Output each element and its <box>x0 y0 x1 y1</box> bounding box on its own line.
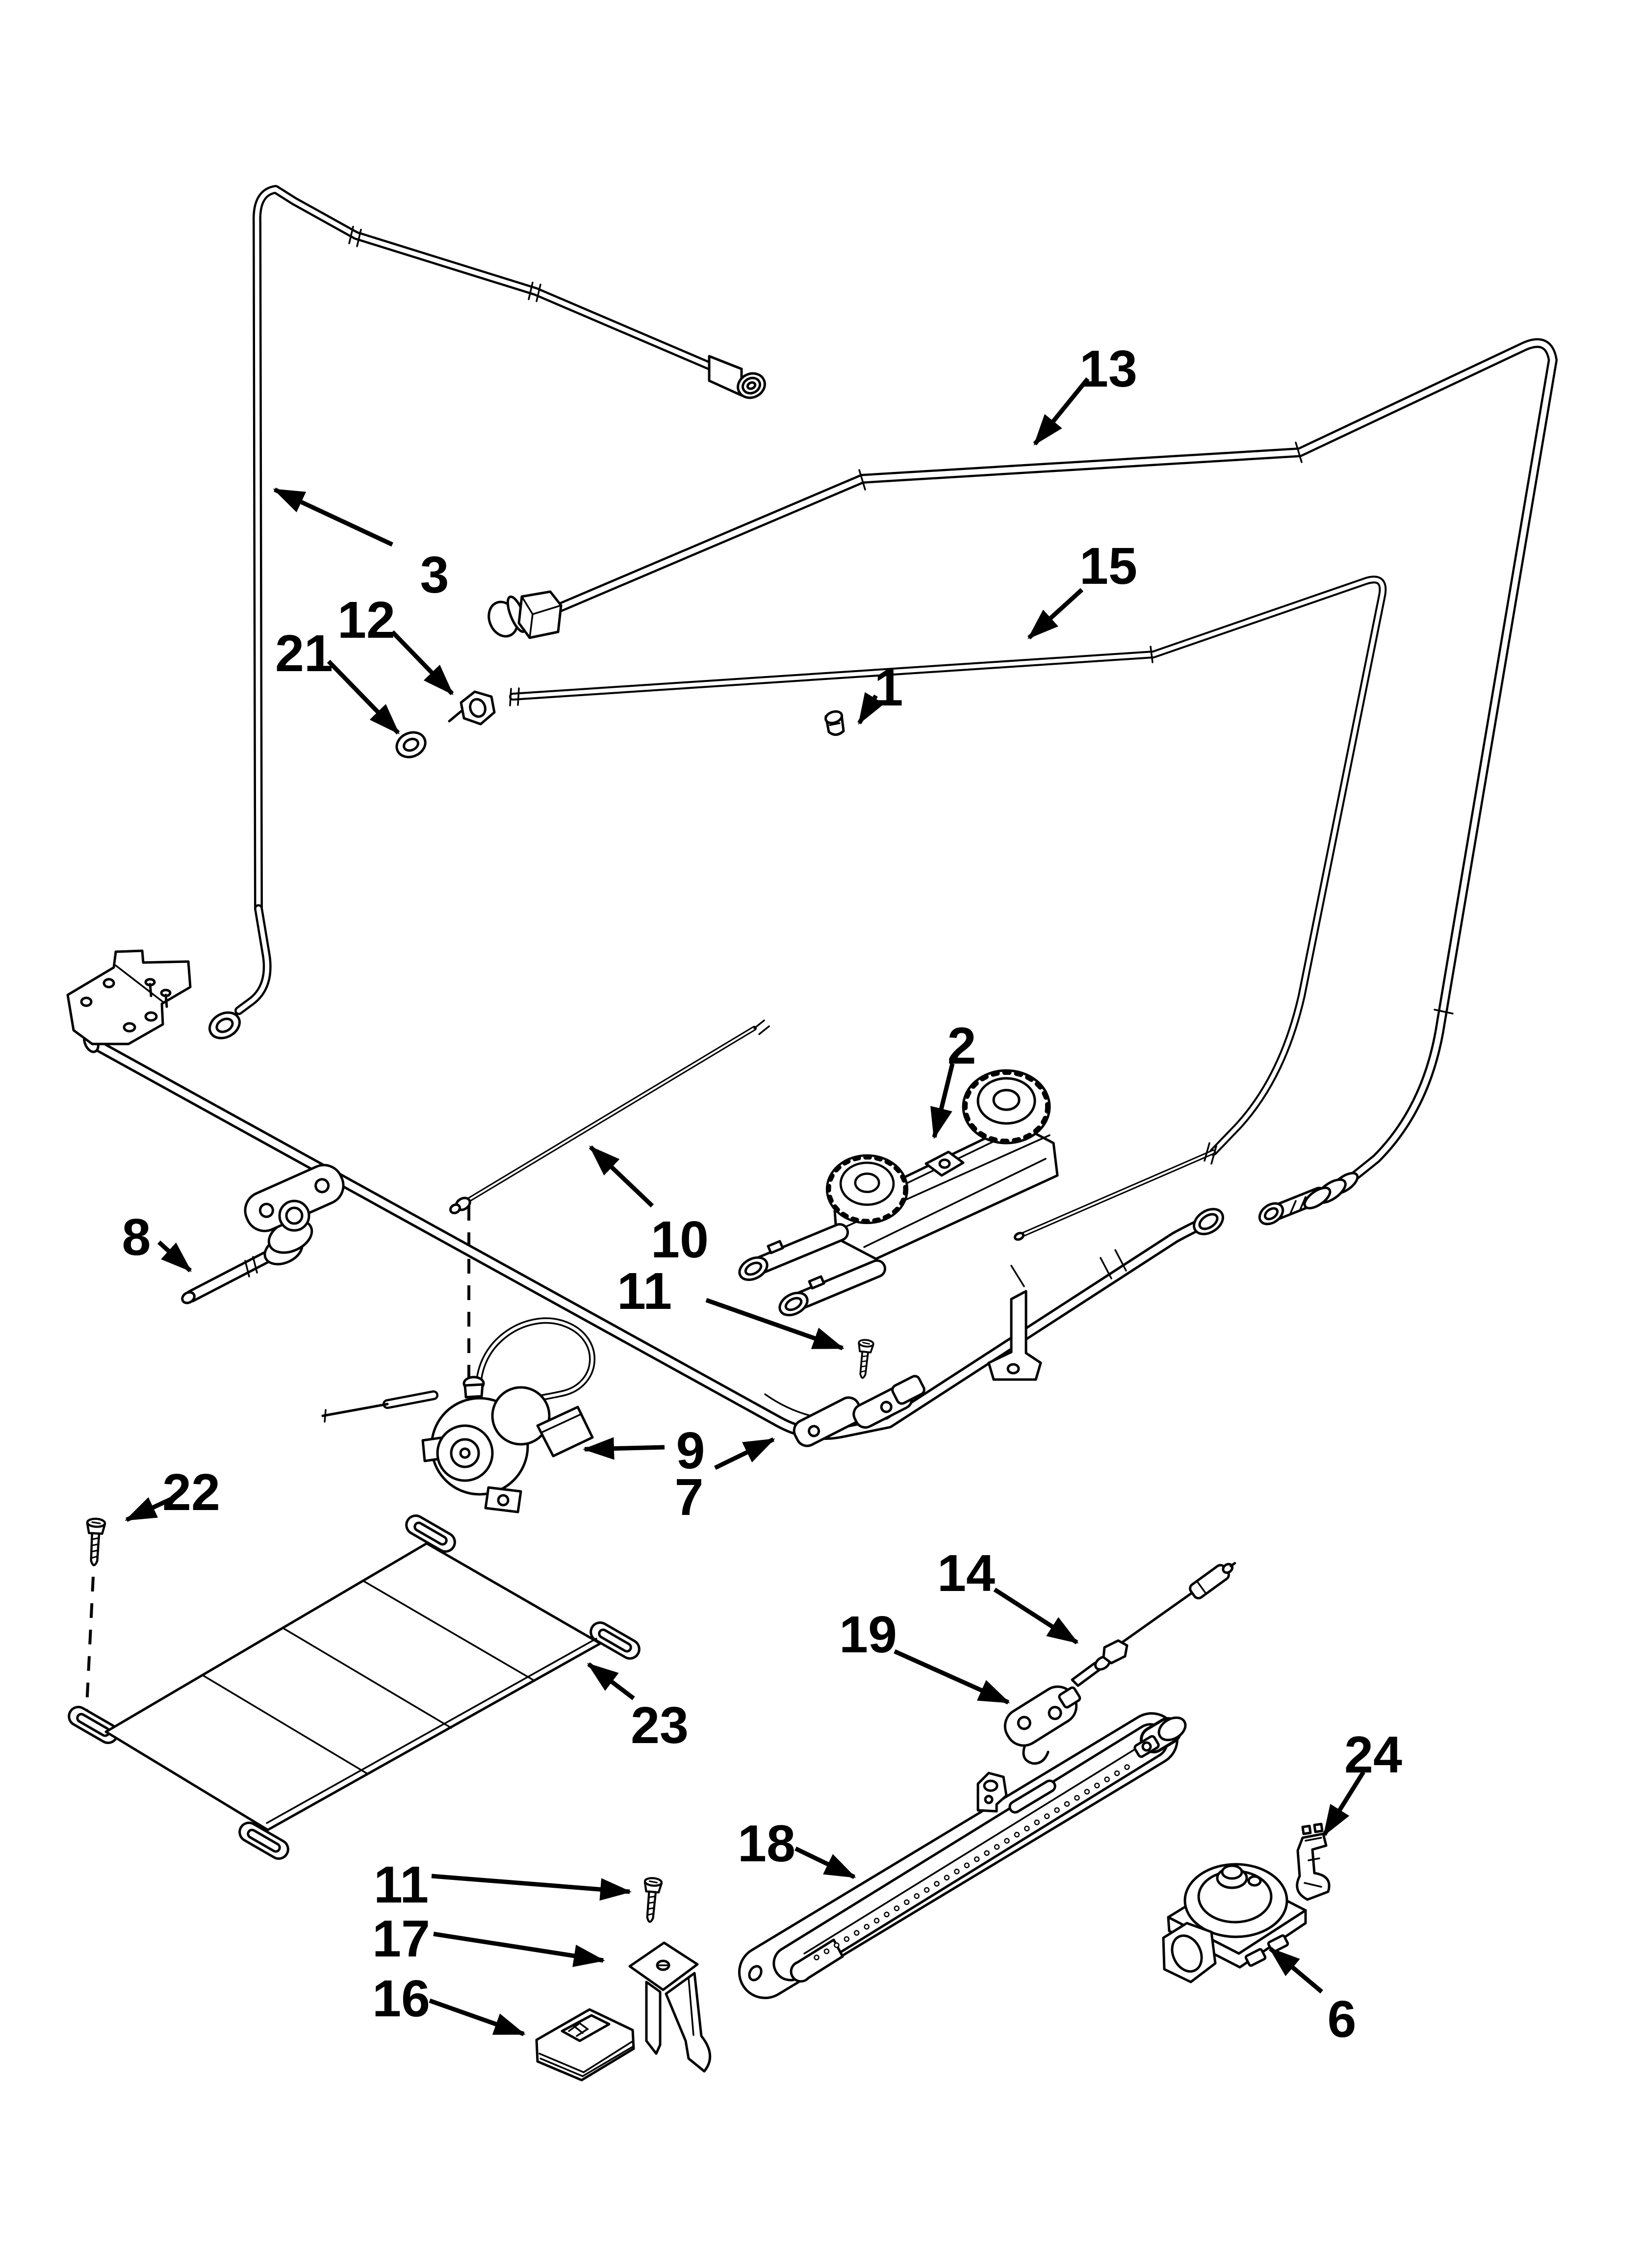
manifold-bracket-left <box>68 951 190 1044</box>
part-number-label: 7 <box>674 1468 704 1526</box>
burner-head <box>827 1155 907 1223</box>
burner-port <box>834 1943 839 1947</box>
burner-port <box>1075 1796 1079 1800</box>
part-number-label: 11 <box>373 1856 429 1914</box>
callout-arrow <box>430 2001 524 2034</box>
part-number-label: 24 <box>1344 1726 1402 1784</box>
venturi-tube <box>776 1269 877 1320</box>
callout-24 <box>1324 1726 1402 1835</box>
burner-port <box>815 1955 819 1960</box>
callout-arrow <box>1270 1949 1322 1992</box>
callout-8 <box>122 1208 190 1271</box>
burner-port <box>904 1900 909 1904</box>
callout-6 <box>1270 1949 1356 2048</box>
burner-port <box>945 1876 949 1880</box>
burner-port <box>1045 1814 1049 1819</box>
part-number-label: 15 <box>1079 537 1137 595</box>
burner-port <box>985 1851 989 1855</box>
callout-12 <box>337 591 452 694</box>
callout-arrow <box>715 1439 773 1468</box>
burner-port <box>824 1949 829 1954</box>
part-number-label: 16 <box>372 1970 430 2028</box>
igniter-rod-10 <box>449 1020 769 1215</box>
screw-11-lower <box>641 1877 662 1923</box>
surface-valve-8 <box>180 1159 349 1305</box>
part-number-label: 19 <box>839 1606 897 1664</box>
part-number-label: 12 <box>337 591 395 649</box>
venturi-tube <box>736 1232 840 1284</box>
part-number-label: 22 <box>162 1463 220 1521</box>
burner-port <box>845 1937 849 1941</box>
burner-port <box>935 1881 939 1886</box>
tube-13-outlet-fitting <box>1256 1169 1360 1228</box>
part-number-label: 11 <box>616 1262 672 1320</box>
burner-head <box>963 1070 1050 1143</box>
part-number-label: 1 <box>874 659 903 717</box>
burner-port <box>1065 1802 1069 1806</box>
callout-arrow <box>392 632 452 694</box>
part-number-label: 3 <box>420 546 449 604</box>
callout-arrow <box>859 696 876 723</box>
part-number-label: 9 <box>676 1422 705 1480</box>
burner-port <box>1115 1771 1119 1775</box>
part-number-label: 14 <box>937 1544 995 1602</box>
burner-port <box>915 1894 919 1898</box>
retainer-clip-24 <box>1297 1824 1329 1900</box>
burner-port <box>1025 1826 1029 1831</box>
callout-arrow <box>795 1849 854 1877</box>
callout-22 <box>127 1463 220 1521</box>
callout-14 <box>937 1544 1077 1642</box>
support-bracket-17 <box>630 1943 710 2071</box>
part-number-label: 8 <box>122 1208 151 1266</box>
callout-15 <box>1029 537 1137 638</box>
part-number-label: 10 <box>651 1211 709 1269</box>
burner-port <box>874 1918 879 1923</box>
burner-port <box>954 1869 959 1874</box>
burner-port <box>1004 1839 1009 1843</box>
callout-arrow <box>995 1590 1077 1642</box>
pressure-regulator-6 <box>1163 1864 1306 1982</box>
burner-port <box>1035 1820 1039 1825</box>
callout-18 <box>738 1815 854 1877</box>
burner-port <box>895 1906 899 1910</box>
burner-port <box>1085 1790 1089 1794</box>
part-number-label: 13 <box>1079 340 1137 398</box>
callout-arrow <box>434 1934 603 1960</box>
shield-assembly-axis <box>86 1577 93 1715</box>
pilot-tube-3 <box>205 189 769 1043</box>
part-number-label: 23 <box>631 1696 689 1754</box>
tube-13-inlet-fitting <box>484 592 561 641</box>
callout-3 <box>275 490 449 604</box>
tube-3-end-fitting <box>709 356 769 402</box>
burner-port <box>884 1912 889 1917</box>
screw-22 <box>85 1518 105 1565</box>
oven-igniter-14 <box>1072 1557 1239 1686</box>
callout-17 <box>372 1910 603 1968</box>
callout-arrow <box>706 1300 843 1348</box>
burner-port <box>854 1930 859 1935</box>
part-number-label: 6 <box>1327 1990 1357 2048</box>
callout-16 <box>372 1970 524 2034</box>
callout-arrow <box>275 490 392 545</box>
oven-thermostat-9 <box>323 1321 592 1512</box>
part-number-label: 17 <box>372 1910 430 1968</box>
callout-arrow <box>432 1876 630 1892</box>
burner-port <box>965 1863 969 1868</box>
screw-11-upper <box>855 1339 874 1379</box>
grommet-21 <box>393 728 429 761</box>
burner-port <box>1105 1777 1109 1782</box>
burner-port <box>1015 1832 1019 1837</box>
callout-1 <box>859 659 903 723</box>
burner-port <box>1095 1783 1099 1788</box>
heat-shield-23 <box>66 1512 643 1862</box>
callout-11 <box>374 1856 630 1914</box>
part-number-label: 2 <box>947 1017 976 1075</box>
callout-arrow <box>1029 590 1082 638</box>
cap-1 <box>824 709 844 734</box>
callout-arrow <box>585 1447 665 1449</box>
spring-clip-16 <box>537 2009 634 2080</box>
burner-port <box>995 1845 999 1849</box>
burner-port <box>975 1857 979 1861</box>
burner-port <box>865 1925 869 1929</box>
orifice-fitting-12 <box>449 692 494 724</box>
callout-10 <box>590 1147 709 1269</box>
callout-13 <box>1035 340 1137 444</box>
burner-port <box>1125 1765 1129 1770</box>
oven-supply-tube-15 <box>510 579 1383 1241</box>
burner-port <box>924 1888 929 1892</box>
callout-23 <box>589 1664 689 1754</box>
burner-assembly-2 <box>736 1070 1057 1320</box>
callout-arrow <box>329 661 398 733</box>
part-number-label: 21 <box>275 625 333 682</box>
callout-arrow <box>590 1147 652 1206</box>
callout-19 <box>839 1606 1008 1702</box>
burner-port <box>1055 1808 1059 1812</box>
callout-arrow <box>159 1242 190 1271</box>
part-number-label: 18 <box>738 1815 795 1873</box>
callout-arrow <box>589 1664 634 1698</box>
callout-arrow <box>895 1651 1008 1702</box>
